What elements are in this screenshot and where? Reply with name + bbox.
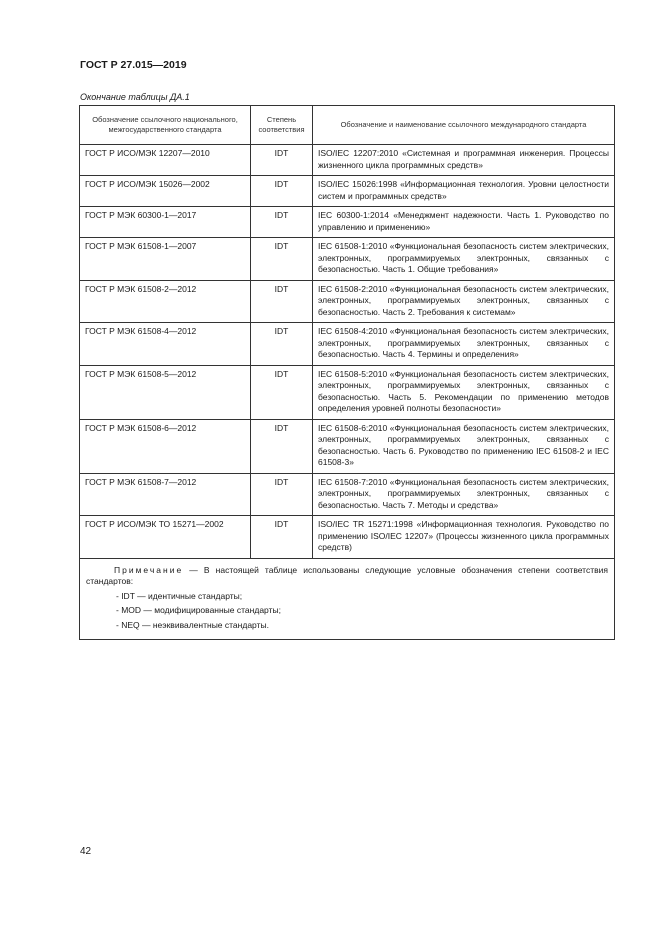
degree-of-correspondence: IDT xyxy=(251,207,313,238)
degree-of-correspondence: IDT xyxy=(251,280,313,323)
table-row xyxy=(80,419,615,473)
international-standard: IEC 61508-6:2010 «Функциональная безопасность систем электрических, электронных, программируемых электронных, связанных с безопасностью. Часть 6. Руководство по применению IEC 61508-2 и IEC 61508-3» xyxy=(313,419,615,473)
header-degree: Степень соответствия xyxy=(251,106,313,145)
standards-table xyxy=(79,105,615,640)
national-standard: ГОСТ Р ИСО/МЭК 12207—2010 xyxy=(80,145,251,176)
table-row xyxy=(80,323,615,366)
table-row xyxy=(80,145,615,176)
international-standard: IEC 61508-4:2010 «Функциональная безопасность систем электрических, электронных, программируемых электронных, связанных с безопасностью. Часть 4. Термины и определения» xyxy=(313,323,615,366)
note-item: - IDT — идентичные стандарты; xyxy=(116,590,243,601)
degree-of-correspondence: IDT xyxy=(251,516,313,559)
international-standard: IEC 61508-2:2010 «Функциональная безопасность систем электрических, электронных, программируемых электронных, связанных с безопасностью. Часть 2. Требования к системам» xyxy=(313,280,615,323)
national-standard: ГОСТ Р МЭК 61508-7—2012 xyxy=(80,473,251,516)
header-international: Обозначение и наименование ссылочного международного стандарта xyxy=(313,106,615,145)
table-header-row xyxy=(80,106,615,145)
note-item: - MOD — модифицированные стандарты; xyxy=(116,605,281,615)
international-standard: ISO/IEC 15026:1998 «Информационная технология. Уровни целостности систем и программных средств» xyxy=(313,176,615,207)
national-standard: ГОСТ Р МЭК 61508-4—2012 xyxy=(80,323,251,366)
degree-of-correspondence: IDT xyxy=(251,238,313,281)
national-standard: ГОСТ Р МЭК 61508-6—2012 xyxy=(80,419,251,473)
table-row xyxy=(80,176,615,207)
table-caption: Окончание таблицы ДА.1 xyxy=(80,92,190,102)
international-standard: IEC 61508-7:2010 «Функциональная безопасность систем электрических, электронных, программируемых электронных, связанных с безопасностью. Часть 7. Методы и средства» xyxy=(313,473,615,516)
degree-of-correspondence: IDT xyxy=(251,365,313,419)
national-standard: ГОСТ Р МЭК 60300-1—2017 xyxy=(80,207,251,238)
national-standard: ГОСТ Р МЭК 61508-2—2012 xyxy=(80,280,251,323)
national-standard: ГОСТ Р ИСО/МЭК 15026—2002 xyxy=(80,176,251,207)
document-header: ГОСТ Р 27.015—2019 xyxy=(80,59,187,71)
note-row xyxy=(80,558,615,640)
note-text xyxy=(86,565,608,588)
note-item: - NEQ — неэквивалентные стандарты. xyxy=(116,619,269,630)
table-row xyxy=(80,280,615,323)
table-row xyxy=(80,516,615,559)
international-standard: ISO/IEC 12207:2010 «Системная и программная инженерия. Процессы жизненного цикла программных средств» xyxy=(313,145,615,176)
international-standard: ISO/IEC TR 15271:1998 «Информационная технология. Руководство по применению ISO/IEC 12207» (Процессы жизненного цикла программных средств) xyxy=(313,516,615,559)
table-note xyxy=(80,558,615,640)
degree-of-correspondence: IDT xyxy=(251,419,313,473)
degree-of-correspondence: IDT xyxy=(251,323,313,366)
international-standard: IEC 60300-1:2014 «Менеджмент надежности. Часть 1. Руководство по управлению и применению» xyxy=(313,207,615,238)
header-national: Обозначение ссылочного национального, межгосударственного стандарта xyxy=(80,106,251,145)
note-title: Примечание xyxy=(114,564,184,575)
degree-of-correspondence: IDT xyxy=(251,176,313,207)
page-number: 42 xyxy=(80,846,92,857)
degree-of-correspondence: IDT xyxy=(251,145,313,176)
international-standard: IEC 61508-1:2010 «Функциональная безопасность систем электрических, электронных, программируемых электронных, связанных с безопасностью. Часть 1. Общие требования» xyxy=(313,238,615,281)
table-row xyxy=(80,473,615,516)
degree-of-correspondence: IDT xyxy=(251,473,313,516)
national-standard: ГОСТ Р ИСО/МЭК ТО 15271—2002 xyxy=(80,516,251,559)
table-row xyxy=(80,238,615,281)
international-standard: IEC 61508-5:2010 «Функциональная безопасность систем электрических, электронных, программируемых электронных, связанных с безопасностью. Часть 5. Рекомендации по применению методов определения уровней полноты безопасности» xyxy=(313,365,615,419)
national-standard: ГОСТ Р МЭК 61508-1—2007 xyxy=(80,238,251,281)
table-row xyxy=(80,207,615,238)
note-body: — В настоящей таблице использованы следующие условные обозначения степени соответствия стандартов: xyxy=(86,564,608,586)
national-standard: ГОСТ Р МЭК 61508-5—2012 xyxy=(80,365,251,419)
table-row xyxy=(80,365,615,419)
